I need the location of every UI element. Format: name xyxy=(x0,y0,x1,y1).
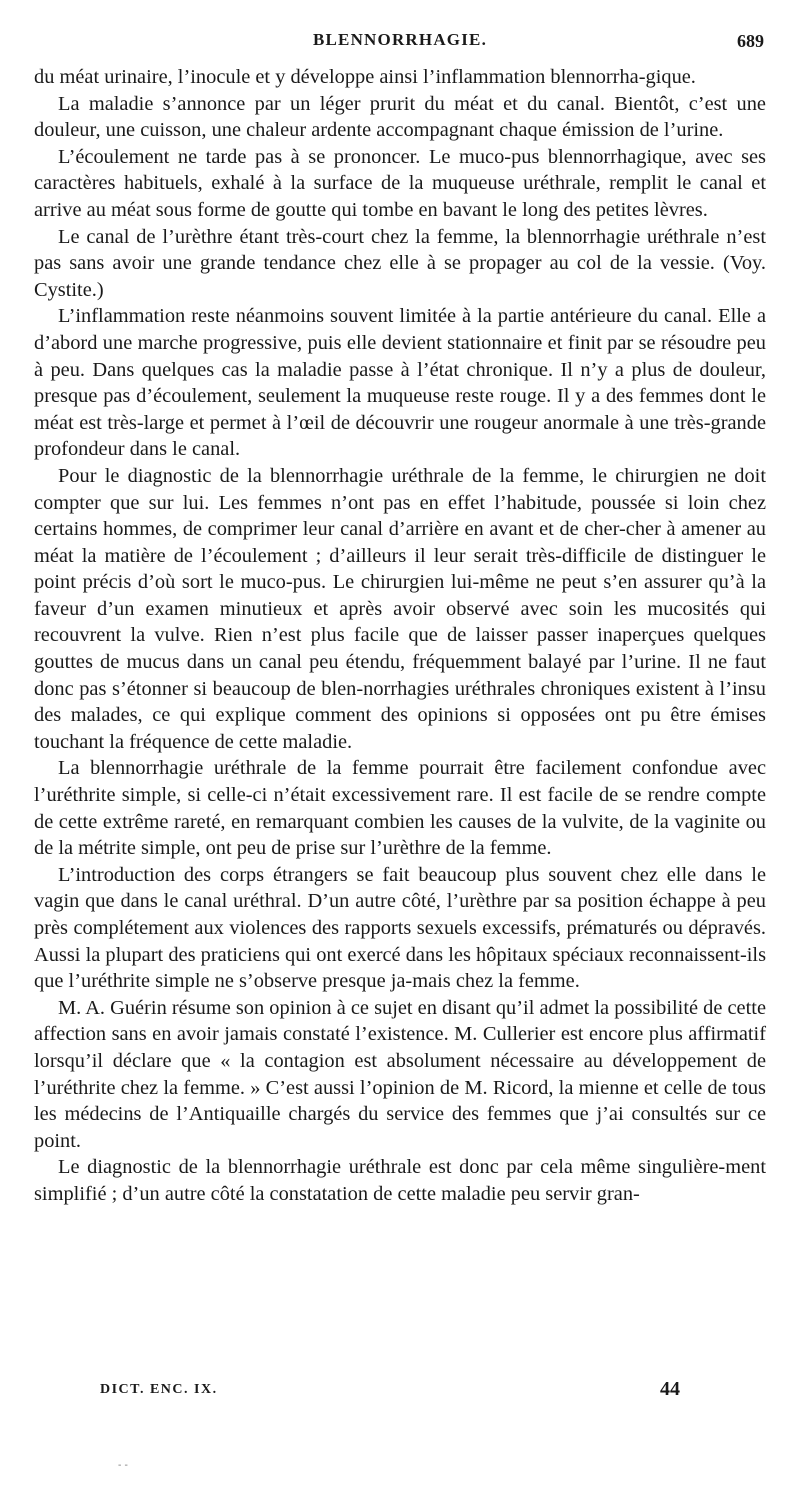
page-number: 689 xyxy=(737,31,764,51)
signature-mark: DICT. ENC. IX. xyxy=(100,1382,218,1397)
paragraph: Pour le diagnostic de la blennorrhagie uréthrale de la femme, le chirurgien ne doit compter que sur lui. Les femmes n’ont pas en effet l’habitude, poussée si loin chez certains hommes, de comprimer leur canal d’arrière en avant et de cher-cher à amener au méat la matière de l’écoulement ; d’ailleurs il leur serait très-difficile de distinguer le point précis d’où sort le muco-pus. Le chirurgien lui-même ne peut s’en assurer qu’à la faveur d’un examen minutieux et après avoir observé avec soin les mucosités qui recouvrent la vulve. Rien n’est plus facile que de laisser passer inaperçues quelques gouttes de mucus dans un canal peu étendu, fréquemment balayé par l’urine. Il ne faut donc pas s’étonner si beaucoup de blen-norrhagies uréthrales chroniques existent à l’insu des malades, ce qui explique comment des opinions si opposées ont pu être émises touchant la fréquence de cette maladie. xyxy=(34,464,766,753)
paragraph: L’écoulement ne tarde pas à se prononcer. Le muco-pus blennorrhagique, avec ses caractères habituels, exhalé à la surface de la muqueuse uréthrale, remplit le canal et arrive au méat sous forme de goutte qui tombe en bavant le long des petites lèvres. xyxy=(34,145,766,221)
paragraph: L’inflammation reste néanmoins souvent limitée à la partie antérieure du canal. Elle a d’abord une marche progressive, puis elle devient stationnaire et finit par se résoudre peu à peu. Dans quelques cas la maladie passe à l’état chronique. Il n’y a plus de douleur, presque pas d’écoulement, seulement la muqueuse reste rouge. Il y a des femmes dont le méat est très-large et permet à l’œil de découvrir une rougeur anormale à une très-grande profondeur dans le canal. xyxy=(34,305,766,461)
paragraph: Le diagnostic de la blennorrhagie uréthrale est donc par cela même singulière-ment simplifié ; d’un autre côté la constatation de cette maladie peu servir gran- xyxy=(34,1156,766,1205)
paragraph: La blennorrhagie uréthrale de la femme pourrait être facilement confondue avec l’uréthrite simple, si celle-ci n’était excessivement rare. Il est facile de se rendre compte de cette extrême rareté, en remarquant combien les causes de la vulvite, de la vaginite ou de la métrite simple, ont peu de prise sur l’urèthre de la femme. xyxy=(34,757,766,860)
running-title: BLENNORRHAGIE. xyxy=(312,30,488,49)
body-text xyxy=(34,64,766,1208)
sheet-number: 44 xyxy=(660,1378,680,1400)
running-head xyxy=(0,30,800,58)
paragraph: du méat urinaire, l’inocule et y développe ainsi l’inflammation blennorrha-gique. xyxy=(34,66,696,88)
paragraph: L’introduction des corps étrangers se fait beaucoup plus souvent chez elle dans le vagin que dans le canal uréthral. D’un autre côté, l’urèthre par sa position échappe à peu près complétement aux violences des rapports sexuels excessifs, prématurés ou dépravés. Aussi la plupart des praticiens qui ont exercé dans les hôpitaux spéciaux reconnaissent-ils que l’uréthrite simple ne s’observe presque ja-mais chez la femme. xyxy=(34,863,766,993)
stray-marks: - - xyxy=(118,1460,128,1471)
paragraph: La maladie s’annonce par un léger prurit du méat et du canal. Bientôt, c’est une douleur, une cuisson, une chaleur ardente accompagnant chaque émission de l’urine. xyxy=(34,92,766,142)
paragraph: Le canal de l’urèthre étant très-court chez la femme, la blennorrhagie uréthrale n’est pas sans avoir une grande tendance chez elle à se propager au col de la vessie. (Voy. Cystite.) xyxy=(34,225,766,301)
paragraph: M. A. Guérin résume son opinion à ce sujet en disant qu’il admet la possibilité de cette affection sans en avoir jamais constaté l’existence. M. Cullerier est encore plus affirmatif lorsqu’il déclare que « la contagion est absolument nécessaire au développement de l’uréthrite chez la femme. » C’est aussi l’opinion de M. Ricord, la mienne et celle de tous les médecins de l’Antiquaille chargés du service des femmes que j’ai consultés sur ce point. xyxy=(34,996,766,1152)
page-footer xyxy=(0,1378,800,1408)
